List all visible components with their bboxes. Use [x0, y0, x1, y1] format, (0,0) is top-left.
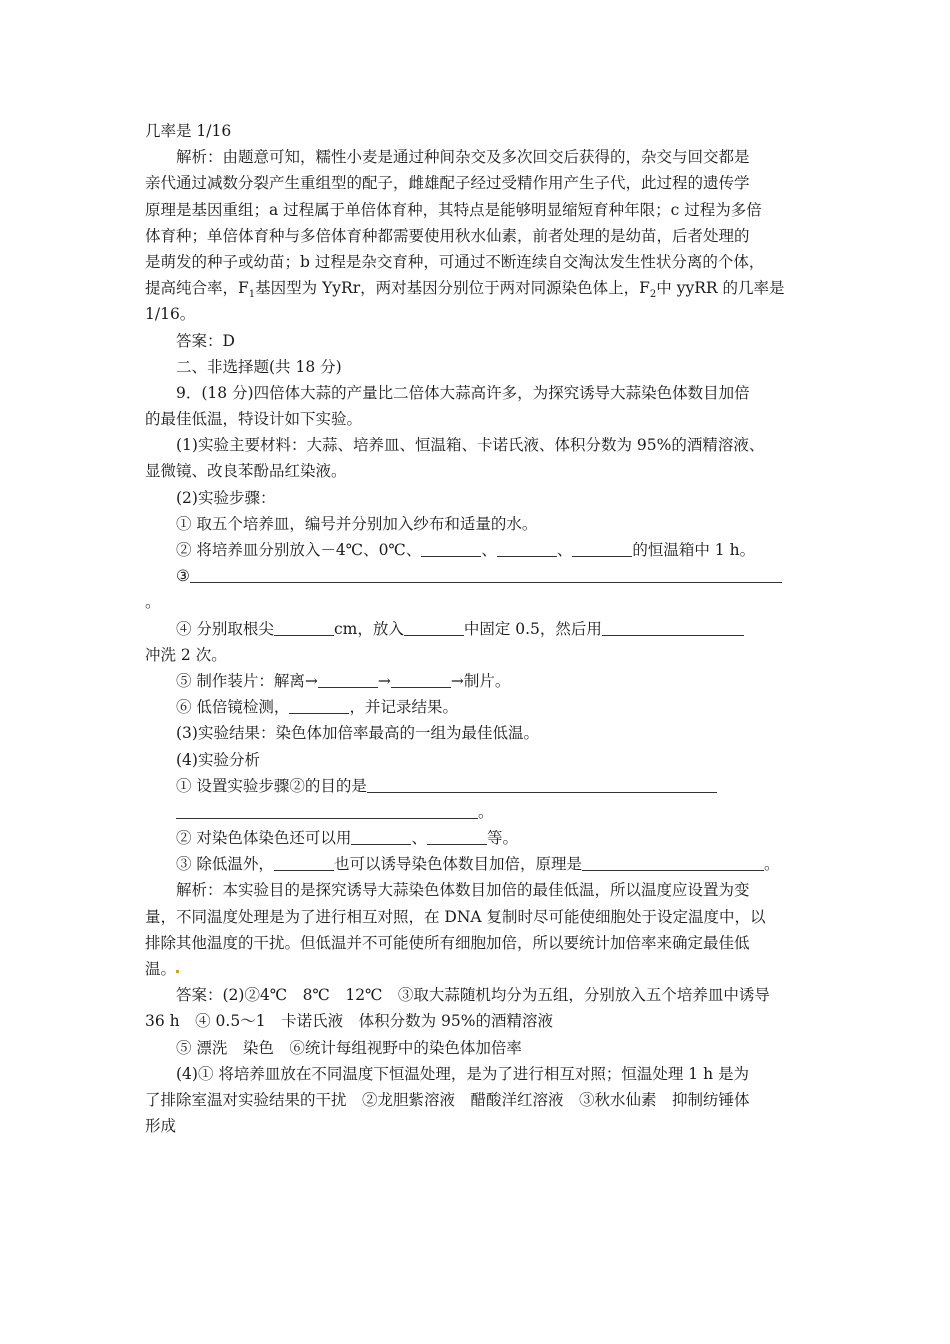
- document-page: [145, 118, 815, 1139]
- text-line: 排除其他温度的干扰。但低温并不可能使所有细胞加倍，所以要统计加倍率来确定最佳低: [145, 933, 750, 952]
- text-span: 温。: [145, 960, 177, 978]
- blank-line: [582, 855, 764, 871]
- text-span: ③ 除低温外，: [176, 855, 274, 874]
- text-line: 亲代通过减数分裂产生重组型的配子，雌雄配子经过受精作用产生子代，此过程的遗传学: [145, 174, 750, 193]
- text-line: (4)实验分析: [176, 750, 260, 769]
- blank-line: [497, 541, 557, 557]
- text-span: cm，放入: [333, 619, 404, 638]
- text-line: 显微镜、改良苯酚品红染液。: [145, 462, 347, 481]
- step-line: [145, 694, 815, 720]
- text-line: 几率是 1/16: [145, 122, 232, 140]
- text-span: →制片。: [450, 671, 511, 690]
- text-span: 的恒温箱中 1 h。: [632, 541, 756, 559]
- blank-line: [421, 541, 481, 557]
- text-span: 提高纯合率，F: [145, 279, 249, 298]
- section-heading: 二、非选择题(共 18 分): [176, 357, 342, 376]
- blank-line: [274, 620, 334, 636]
- text-span: ，并记录结果。: [349, 698, 458, 717]
- blank-line: [367, 777, 717, 793]
- text-line: 体育种；单倍体育种与多倍体育种都需要使用秋水仙素，前者处理的是幼苗，后者处理的: [145, 226, 750, 245]
- blank-line: [176, 803, 478, 819]
- text-line: (2)实验步骤：: [176, 488, 276, 507]
- step-line: [145, 851, 815, 877]
- text-line: (1)实验主要材料：大蒜、培养皿、恒温箱、卡诺氏液、体积分数为 95%的酒精溶液、: [176, 436, 765, 455]
- text-span: →: [377, 671, 391, 690]
- step-line: [145, 616, 815, 642]
- text-span: 等。: [486, 829, 518, 848]
- text-span: ② 对染色体染色还可以用: [176, 829, 352, 848]
- step-line: ① 取五个培养皿，编号并分别加入纱布和适量的水。: [176, 514, 538, 533]
- step-line: [145, 825, 815, 851]
- text-line: 的最佳低温，特设计如下实验。: [145, 410, 363, 429]
- blank-line: [572, 541, 632, 557]
- step-line: [145, 773, 815, 799]
- answer-line: 答案：D: [176, 331, 235, 350]
- answer-line: 36 h ④ 0.5～1 卡诺氏液 体积分数为 95%的酒精溶液: [145, 1012, 553, 1031]
- step-line: [145, 537, 815, 563]
- question-line: 9．(18 分)四倍体大蒜的产量比二倍体大蒜高许多，为探究诱导大蒜染色体数目加倍: [176, 383, 750, 402]
- text-span: 基因型为 YyRr，两对基因分别位于两对同源染色体上，F: [255, 279, 650, 298]
- text-span: ③: [176, 567, 190, 586]
- text-line: 冲洗 2 次。: [145, 645, 227, 664]
- blank-line: [289, 698, 349, 714]
- step-line: [145, 799, 815, 825]
- text-line: 1/16。: [145, 305, 196, 324]
- blank-line: [427, 829, 487, 845]
- text-span: 中固定 0.5，然后用: [463, 619, 602, 638]
- answer-line: 了排除室温对实验结果的干扰 ②龙胆紫溶液 醋酸洋红溶液 ③秋水仙素 抑制纺锤体: [145, 1090, 750, 1109]
- text-line: 解析：由题意可知，糯性小麦是通过种间杂交及多次回交后获得的，杂交与回交都是: [176, 148, 750, 167]
- answer-line: (4)① 将培养皿放在不同温度下恒温处理，是为了进行相互对照；恒温处理 1 h 是为: [176, 1064, 750, 1083]
- blank-line: [351, 829, 411, 845]
- text-span: ④ 分别取根尖: [176, 619, 274, 638]
- blank-line: [274, 855, 334, 871]
- subscript: 2: [649, 289, 657, 301]
- answer-line: ⑤ 漂洗 染色 ⑥统计每组视野中的染色体加倍率: [176, 1038, 522, 1057]
- answer-line: 形成: [145, 1117, 177, 1136]
- text-line: [145, 956, 815, 982]
- step-line: [145, 563, 815, 589]
- text-span: 中 yyRR 的几率是: [656, 279, 785, 298]
- text-span: ② 将培养皿分别放入－4℃、0℃、: [176, 541, 422, 559]
- text-line: 。: [145, 593, 161, 612]
- text-line: 原理是基因重组；a 过程属于单倍体育种，其特点是能够明显缩短育种年限；c 过程为多倍: [145, 200, 762, 219]
- blank-line: [602, 620, 744, 636]
- text-span: 、: [481, 541, 497, 559]
- text-span: ⑤ 制作装片：解离→: [176, 671, 318, 690]
- answer-line: 答案：(2)②4℃ 8℃ 12℃ ③取大蒜随机均分为五组，分别放入五个培养皿中诱导: [176, 986, 770, 1005]
- text-span: 。: [478, 802, 494, 821]
- text-span: 。: [763, 855, 780, 874]
- text-span: 也可以诱导染色体数目加倍，原理是: [333, 855, 582, 874]
- text-span: 、: [556, 541, 573, 559]
- text-span: 、: [411, 829, 427, 848]
- text-span: ① 设置实验步骤②的目的是: [176, 776, 367, 795]
- blank-line: [391, 672, 451, 688]
- blank-line: [190, 567, 782, 583]
- text-line: (3)实验结果：染色体加倍率最高的一组为最佳低温。: [176, 724, 539, 743]
- text-span: ⑥ 低倍镜检测，: [176, 698, 290, 717]
- subscript: 1: [248, 289, 256, 301]
- text-line: 量，不同温度处理是为了进行相互对照，在 DNA 复制时尽可能使细胞处于设定温度中，以: [145, 907, 766, 926]
- dot-mark-icon: [176, 970, 179, 973]
- blank-line: [404, 620, 464, 636]
- text-line: 解析：本实验目的是探究诱导大蒜染色体数目加倍的最佳低温，所以温度应设置为变: [176, 881, 750, 900]
- text-line: [145, 275, 815, 301]
- step-line: [145, 668, 815, 694]
- text-line: 是萌发的种子或幼苗；b 过程是杂交育种，可通过不断连续自交淘汰发生性状分离的个体，: [145, 252, 765, 271]
- blank-line: [318, 672, 378, 688]
